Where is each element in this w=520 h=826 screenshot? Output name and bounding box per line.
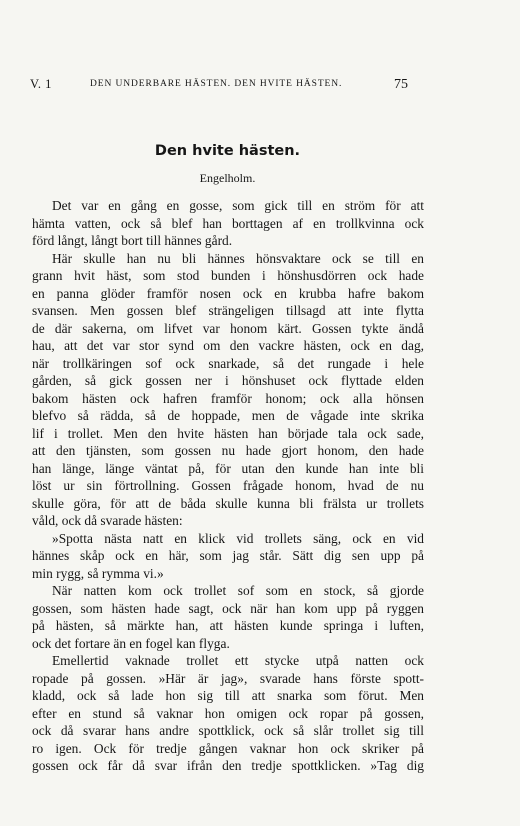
text-line: gården, så gick gossen ner i hönshuset ock flyttade elden	[32, 373, 424, 388]
page-number: 75	[394, 77, 408, 92]
text-line: efter en stund så vaknar hon omigen ock ropar på gossen,	[32, 705, 424, 721]
text-line: lif i trollet. Men den hvite hästen han började tala ock sade,	[32, 425, 424, 441]
text-line: han länge, länge väntat på, för utan den kunde han inte bli	[32, 460, 424, 476]
text-line: »Spotta nästa natt en klick vid trollets säng, ock en vid	[52, 530, 424, 546]
text-line: hau, att det var stor synd om den vackre hästen, ock en dag,	[32, 338, 424, 353]
text-line: svansen. Men gossen blef strängeligen tillsagd att inte flytta	[32, 303, 424, 318]
text-line: gossen ock får då svar ifrån den tredje spottklicken. »Tag dig	[32, 758, 424, 773]
running-title: DEN UNDERBARE HÄSTEN. DEN HVITE HÄSTEN.	[90, 79, 343, 89]
text-line: skulle göra, för att de båda skulle kunna bli frälsta ur trollets	[32, 495, 424, 511]
section-number: V. 1	[30, 77, 52, 91]
text-line: Det var en gång en gosse, som gick till en ström för att	[52, 198, 424, 213]
text-line: bakom hästen ock hafren framför honom; ock alla hönsen	[32, 390, 424, 406]
text-line: grann hvit häst, som stod bunden i hönshusdörren ock hade	[32, 268, 424, 283]
text-line: Här skulle han nu bli hännes hönsvaktare ock se till en	[52, 250, 424, 266]
text-line: ro igen. Ock för tredje gången vaknar hon ock skriker på	[32, 740, 424, 756]
text-line: hännes skåp ock en här, som jag står. Sätt dig sen upp på	[32, 548, 424, 563]
text-line: när trollkäringen sof ock snarkade, så det rungade i hele	[32, 355, 424, 371]
text-line: ropade på gossen. »Här är jag», svarade hans förste spott-	[32, 670, 424, 686]
text-line: När natten kom ock trollet sof som en stock, så gjorde	[52, 583, 424, 598]
text-line: kladd, ock så lade hon sig till att snarka som förut. Men	[32, 688, 424, 703]
text-line: Emellertid vaknade trollet ett stycke utpå natten ock	[52, 653, 424, 668]
story-place: Engelholm.	[199, 171, 256, 185]
text-line: på hästen, så märkte han, att hästen kunde springa i luften,	[32, 618, 424, 633]
text-line: de där sakerna, om lifvet var honom kärt. Gossen tykte ändå	[32, 320, 424, 336]
text-line: min rygg, så rymma vi.»	[32, 565, 164, 581]
text-line: blefvo så rädda, så de hoppade, men de vågade inte skrika	[32, 408, 424, 423]
running-head	[30, 77, 430, 95]
body-text	[32, 197, 424, 775]
text-line: en panna glöder framför nosen ock en krubba hafre bakom	[32, 285, 424, 301]
text-line: ock då svarar hans andre spottklick, ock så slår trollet sig till	[32, 723, 424, 738]
text-line: gossen, som hästen hade sagt, ock när han kom upp på ryggen	[32, 600, 424, 616]
story-title: Den hvite hästen.	[154, 143, 301, 159]
text-line: att den tjänsten, som gossen nu hade gjort honom, den hade	[32, 443, 424, 458]
text-line: våld, ock då svarade hästen:	[32, 513, 183, 528]
text-line: löst ur sin förtrollning. Gossen frågade honom, hvad de nu	[32, 478, 424, 493]
text-line: ock det fortare än en fogel kan flyga.	[32, 635, 230, 651]
text-line: hämta vatten, ock så blef han borttagen af en trollkvinna ock	[32, 215, 424, 231]
text-line: förd långt, långt bort till hännes gård.	[32, 233, 233, 248]
